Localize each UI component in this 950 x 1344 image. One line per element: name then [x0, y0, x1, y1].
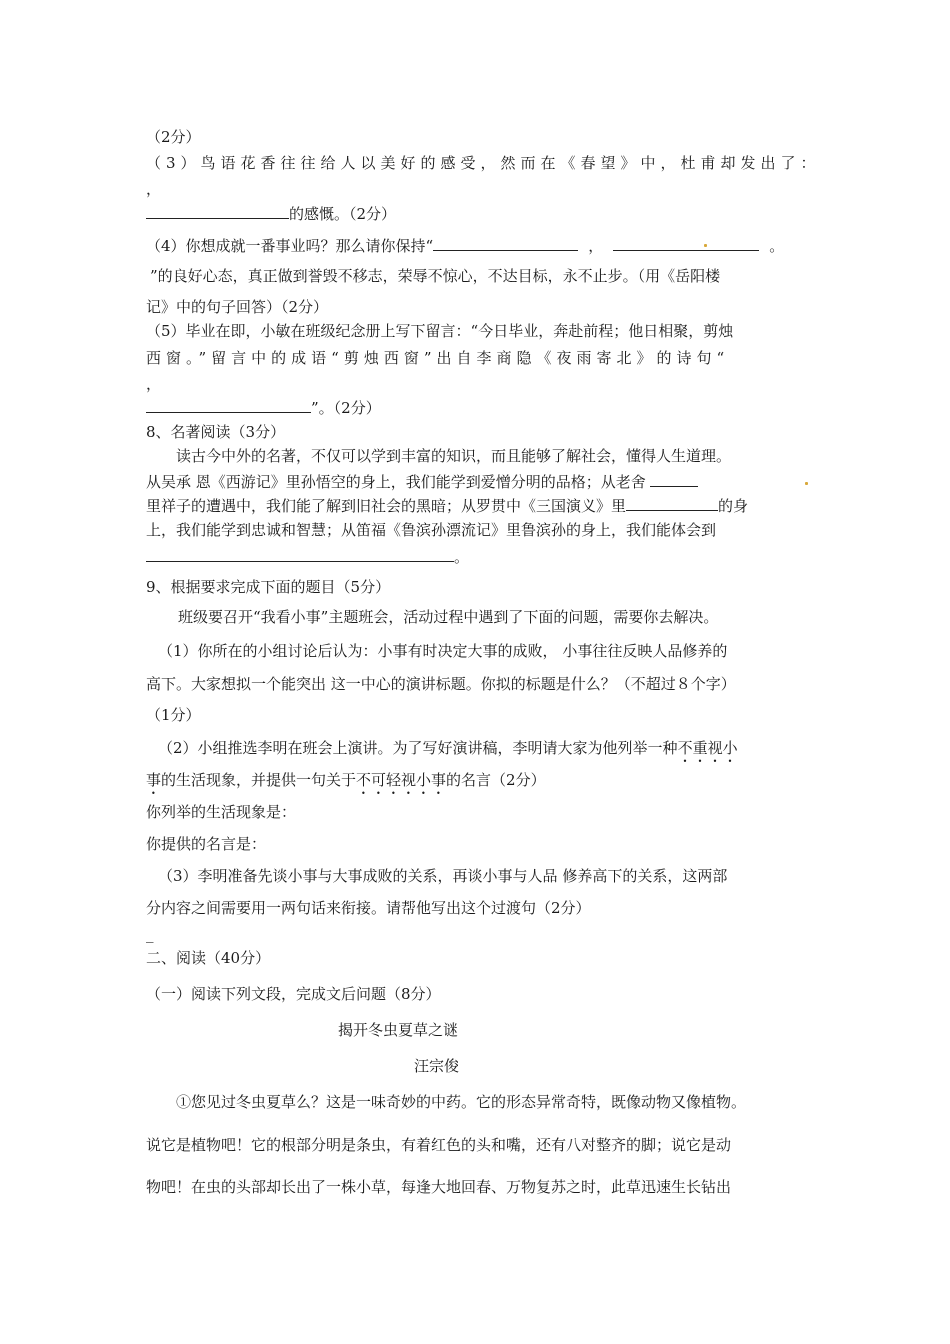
q8-line3-text: 里祥子的遭遇中，我们能了解到旧社会的黑暗；从罗贯中《三国演义》里: [146, 497, 627, 515]
q8-line5-end: 。: [454, 548, 470, 566]
q9-p2-line4: 你提供的名言是：: [146, 835, 267, 853]
q9-p2-line3: 你列举的生活现象是：: [146, 803, 297, 821]
q8-line1: 读古今中外的名著，不仅可以学到丰富的知识，而且能够了解社会，懂得人生道理。: [176, 447, 732, 465]
q9-p1-line2: 高下。大家想拟一个能突出 这一中心的演讲标题。你拟的标题是什么？（不超过８个字）: [146, 675, 736, 693]
emphasis-text: 不重视小: [677, 739, 738, 757]
q7-item4-line2: ”的良好心态，真正做到誉毁不移志，荣辱不惊心，不达目标，永不止步。（用《岳阳楼: [150, 267, 721, 285]
article-author: 汪宗俊: [414, 1057, 460, 1075]
q7-item5-line4: [146, 397, 381, 418]
q7-item4-prefix: （4）你想成就一番事业吗？那么请你保持“: [146, 237, 434, 255]
q7-item5-suffix: ”。（2分）: [311, 399, 381, 417]
q7-item4-line1: [146, 235, 784, 256]
q8-line3-tail: 的身: [718, 497, 749, 515]
q9-p1-line1: （1）你所在的小组讨论后认为：小事有时决定大事的成败， 小事往往反映人品修养的: [158, 642, 728, 660]
article-para1-line3: 物吧！在虫的头部却长出了一株小草，每逢大地回春、万物复苏之时，此草迅速生长钻出: [146, 1178, 732, 1196]
q9-p1-line3: （1分）: [146, 706, 201, 724]
answer-blank[interactable]: [650, 471, 698, 487]
q7-item3-line3: [146, 203, 396, 224]
q7-item3-line1: （3）鸟语花香往往给人以美好的感受，然而在《春望》中，杜甫却发出了：: [146, 154, 821, 172]
emphasis-text: 不可轻视小事: [356, 771, 447, 789]
q9-p3-line1: （3）李明准备先谈小事与大事成败的关系，再谈小事与人品 修养高下的关系，这两部: [158, 867, 728, 885]
answer-blank[interactable]: [146, 546, 454, 562]
q9-p2-line1: [158, 738, 738, 766]
answer-blank[interactable]: [626, 495, 718, 511]
article-para1-line2: 说它是植物吧！它的根部分明是条虫，有着红色的头和嘴，还有八对整齐的脚；说它是动: [146, 1136, 732, 1154]
q7-item5-comma: ，: [146, 375, 162, 393]
scan-speck: [805, 482, 808, 485]
q8-line5: [146, 546, 469, 567]
q9-p2-text: 的生活现象，并提供一句关于: [161, 771, 357, 789]
part2-title: 二、阅读（40分）: [146, 949, 271, 967]
q7-item4-line3: 记》中的句子回答）（2分）: [146, 298, 329, 316]
q9-p2-line2: [146, 770, 546, 798]
q8-line2: [146, 471, 698, 492]
answer-blank[interactable]: [613, 235, 759, 251]
q9-title: 9、根据要求完成下面的题目（5分）: [146, 578, 391, 596]
q8-title: 8、名著阅读（3分）: [146, 423, 286, 441]
q7-item4-comma: ，: [588, 237, 604, 255]
q9-p2-text: 的名言（2分）: [446, 771, 546, 789]
q8-line4: 上，我们能学到忠诚和智慧；从笛福《鲁滨孙漂流记》里鲁滨孙的身上，我们能体会到: [146, 521, 717, 539]
q7-item5-line1: （5）毕业在即，小敏在班级纪念册上写下留言：“今日毕业，奔赴前程；他日相聚，剪烛: [146, 322, 734, 340]
scan-speck: [704, 244, 707, 247]
q8-line2-text: 从吴承 恩《西游记》里孙悟空的身上，我们能学到爱憎分明的品格；从老舍: [146, 473, 646, 491]
q7-item2-tail: （2分）: [146, 128, 201, 146]
answer-blank[interactable]: [146, 397, 311, 413]
emphasis-text: 事: [146, 771, 162, 789]
article-title: 揭开冬虫夏草之谜: [338, 1021, 459, 1039]
q9-p3-line2: 分内容之间需要用一两句话来衔接。请帮他写出这个过渡句（2分）: [146, 899, 591, 917]
part2-subtitle: （一）阅读下列文段，完成文后问题（8分）: [146, 985, 441, 1003]
q7-item4-period: 。: [769, 237, 785, 255]
q8-line3: [146, 495, 748, 516]
article-para1-line1: ①您见过冬虫夏草么？这是一味奇妙的中药。它的形态异常奇特，既像动物又像植物。: [176, 1093, 747, 1111]
q7-item3-suffix: 的感慨。（2分）: [289, 205, 397, 223]
q9-p2-text: （2）小组推选李明在班会上演讲。为了写好演讲稿，李明请大家为他列举一种: [158, 739, 678, 757]
q7-item3-comma: ，: [146, 180, 162, 198]
answer-blank[interactable]: [433, 235, 578, 251]
q9-p3-dash: _: [146, 925, 154, 943]
q9-intro: 班级要召开“我看小事”主题班会，活动过程中遇到了下面的问题，需要你去解决。: [178, 608, 719, 626]
q7-item5-line2: 西窗。”留言中的成语“剪烛西窗”出自李商隐《夜雨寄北》的诗句“: [146, 349, 730, 367]
answer-blank[interactable]: [146, 203, 289, 219]
